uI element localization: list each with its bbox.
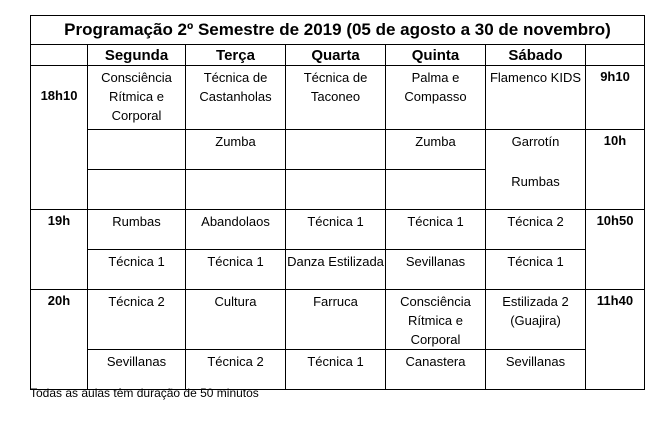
cell-sab-r6: Estilizada 2 (Guajira) [486,290,586,350]
time-right-10h50: 10h50 [586,210,645,290]
cell-sab-r1: Flamenco KIDS [486,66,586,130]
cell-ter-r6: Cultura [186,290,286,350]
cell-sab-r7: Sevillanas [486,350,586,390]
cell-sab-r3: Rumbas [486,170,586,210]
cell-ter-r1: Técnica de Castanholas [186,66,286,130]
cell-qui-r3 [386,170,486,210]
cell-qui-r4: Técnica 1 [386,210,486,250]
cell-seg-r1: Consciência Rítmica e Corporal [88,66,186,130]
header-terca: Terça [186,45,286,66]
cell-ter-r3 [186,170,286,210]
duration-note: Todas as aulas têm duração de 50 minutos [30,386,259,400]
cell-qui-r7: Canastera [386,350,486,390]
cell-qua-r6: Farruca [286,290,386,350]
time-right-11h40: 11h40 [586,290,645,390]
header-quarta: Quarta [286,45,386,66]
table-row [31,130,645,170]
time-left-18h10: 18h10 [31,66,88,210]
table-row [31,290,645,350]
table-row [31,210,645,250]
cell-qui-r6: Consciência Rítmica e Corporal [386,290,486,350]
table-row [31,66,645,130]
header-segunda: Segunda [88,45,186,66]
table-row [31,250,645,290]
cell-ter-r7: Técnica 2 [186,350,286,390]
cell-ter-r2: Zumba [186,130,286,170]
cell-seg-r5: Técnica 1 [88,250,186,290]
schedule-title: Programação 2º Semestre de 2019 (05 de agosto a 30 de novembro) [31,16,645,45]
cell-sab-r5: Técnica 1 [486,250,586,290]
table-row [31,170,645,210]
header-quinta: Quinta [386,45,486,66]
cell-qui-r2: Zumba [386,130,486,170]
cell-qua-r3 [286,170,386,210]
cell-qua-r2 [286,130,386,170]
time-right-10h: 10h [586,130,645,210]
header-empty-right [586,45,645,66]
time-right-9h10: 9h10 [586,66,645,130]
header-sabado: Sábado [486,45,586,66]
cell-qui-r5: Sevillanas [386,250,486,290]
cell-sab-r2: Garrotín [486,130,586,170]
cell-qua-r5: Danza Estilizada [286,250,386,290]
cell-sab-r4: Técnica 2 [486,210,586,250]
cell-qui-r1: Palma e Compasso [386,66,486,130]
cell-seg-r2 [88,130,186,170]
cell-seg-r3 [88,170,186,210]
header-row [31,45,645,66]
cell-seg-r7: Sevillanas [88,350,186,390]
time-left-20h: 20h [31,290,88,390]
cell-seg-r4: Rumbas [88,210,186,250]
cell-ter-r4: Abandolaos [186,210,286,250]
header-empty-left [31,45,88,66]
cell-seg-r6: Técnica 2 [88,290,186,350]
cell-qua-r4: Técnica 1 [286,210,386,250]
cell-ter-r5: Técnica 1 [186,250,286,290]
schedule-table [30,15,645,390]
cell-qua-r7: Técnica 1 [286,350,386,390]
time-left-19h: 19h [31,210,88,290]
table-row [31,350,645,390]
cell-qua-r1: Técnica de Taconeo [286,66,386,130]
